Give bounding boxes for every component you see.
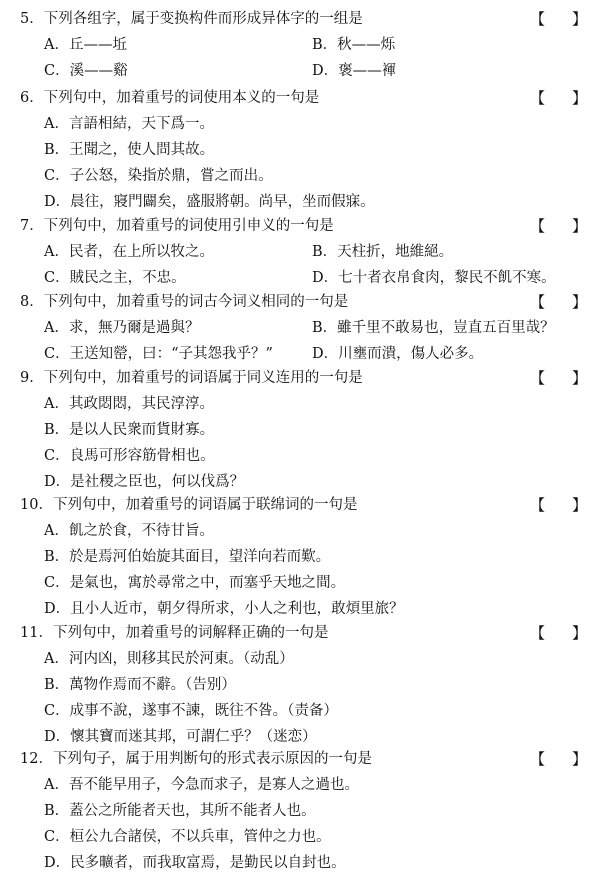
bracket-close: 】 — [572, 369, 588, 387]
question-stem: 6．下列句中，加着重号的词使用本义的一句是 — [20, 90, 320, 106]
option-a[interactable]: A．其政悶悶，其民淳淳。 — [44, 396, 214, 412]
option-a[interactable]: A．飢之於食，不待甘旨。 — [44, 523, 214, 539]
option-b[interactable]: B．於是焉河伯始旋其面目，望洋向若而歎。 — [44, 549, 331, 565]
bracket-open: 【 — [530, 10, 546, 28]
bracket-close: 】 — [572, 496, 588, 514]
option-d[interactable]: D．是社稷之臣也，何以伐爲？ — [44, 474, 245, 490]
option-a[interactable]: A．言語相結，天下爲一。 — [44, 116, 214, 132]
answer-bracket[interactable] — [530, 748, 590, 770]
question-stem: 7．下列句中，加着重号的词使用引申义的一句是 — [20, 218, 334, 234]
option-a[interactable]: A．吾不能早用子，今急而求子，是寡人之過也。 — [44, 777, 359, 793]
option-d[interactable]: D．川壅而潰，傷人必多。 — [312, 346, 484, 362]
question-stem: 12．下列句子，属于用判断句的形式表示原因的一句是 — [20, 751, 372, 767]
option-d[interactable]: D．七十者衣帛食肉，黎民不飢不寒。 — [312, 270, 556, 286]
bracket-open: 【 — [530, 624, 546, 642]
bracket-open: 【 — [530, 217, 546, 235]
question-stem: 11．下列句中，加着重号的词解释正确的一句是 — [20, 625, 329, 641]
option-b[interactable]: B．秋——烁 — [312, 37, 396, 53]
option-c[interactable]: C．桓公九合諸侯，不以兵車，管仲之力也。 — [44, 829, 331, 845]
option-d[interactable]: D．懷其寶而迷其邦，可謂仁乎？（迷恋） — [44, 729, 317, 745]
answer-bracket[interactable] — [530, 367, 590, 389]
option-c[interactable]: C．成事不說，遂事不諫，既往不咎。（责备） — [44, 703, 338, 719]
bracket-close: 】 — [572, 217, 588, 235]
bracket-close: 】 — [572, 750, 588, 768]
option-b[interactable]: B．王聞之，使人問其故。 — [44, 142, 215, 158]
answer-bracket[interactable] — [530, 494, 590, 516]
bracket-close: 】 — [572, 293, 588, 311]
option-a[interactable]: A．求，無乃爾是過與？ — [44, 320, 200, 336]
answer-bracket[interactable] — [530, 87, 590, 109]
answer-bracket[interactable] — [530, 622, 590, 644]
option-d[interactable]: D．晨往，寢門闢矣，盛服將朝。尚早，坐而假寐。 — [44, 194, 375, 210]
option-c[interactable]: C．溪——谿 — [44, 63, 128, 79]
question-stem: 8．下列句中，加着重号的词古今词义相同的一句是 — [20, 294, 349, 310]
bracket-open: 【 — [530, 293, 546, 311]
bracket-close: 】 — [572, 624, 588, 642]
option-a[interactable]: A．丘——坵 — [44, 37, 127, 53]
option-b[interactable]: B．蓋公之所能者天也，其所不能者人也。 — [44, 803, 316, 819]
answer-bracket[interactable] — [530, 8, 590, 30]
option-c[interactable]: C．子公怒，染指於鼎，嘗之而出。 — [44, 168, 273, 184]
option-c[interactable]: C．良馬可形容筋骨相也。 — [44, 448, 215, 464]
bracket-open: 【 — [530, 496, 546, 514]
option-d[interactable]: D．褒——褌 — [312, 63, 397, 79]
option-c[interactable]: C．王送知罃，曰：“子其怨我乎？” — [44, 346, 273, 362]
answer-bracket[interactable] — [530, 215, 590, 237]
question-stem: 10．下列句中，加着重号的词语属于联绵词的一句是 — [20, 497, 358, 513]
bracket-close: 】 — [572, 89, 588, 107]
option-d[interactable]: D．且小人近市，朝夕得所求，小人之利也，敢煩里旅？ — [44, 601, 404, 617]
option-b[interactable]: B．萬物作焉而不辭。（告别） — [44, 677, 236, 693]
bracket-close: 】 — [572, 10, 588, 28]
option-b[interactable]: B．是以人民衆而貨財寡。 — [44, 422, 215, 438]
bracket-open: 【 — [530, 750, 546, 768]
option-c[interactable]: C．賊民之主，不忠。 — [44, 270, 186, 286]
option-a[interactable]: A．河内凶，則移其民於河東。（动乱） — [44, 651, 294, 667]
option-a[interactable]: A．民者，在上所以牧之。 — [44, 244, 214, 260]
question-stem: 5．下列各组字，属于变换构件而形成异体字的一组是 — [20, 11, 363, 27]
option-b[interactable]: B．天柱折，地維絕。 — [312, 244, 454, 260]
question-stem: 9．下列句中，加着重号的词语属于同义连用的一句是 — [20, 370, 363, 386]
bracket-open: 【 — [530, 89, 546, 107]
answer-bracket[interactable] — [530, 291, 590, 313]
option-c[interactable]: C．是氣也，寓於尋常之中，而塞乎天地之間。 — [44, 575, 346, 591]
option-d[interactable]: D．民多曠者，而我取富焉，是勤民以自封也。 — [44, 855, 346, 871]
bracket-open: 【 — [530, 369, 546, 387]
option-b[interactable]: B．雖千里不敢易也，豈直五百里哉？ — [312, 320, 555, 336]
